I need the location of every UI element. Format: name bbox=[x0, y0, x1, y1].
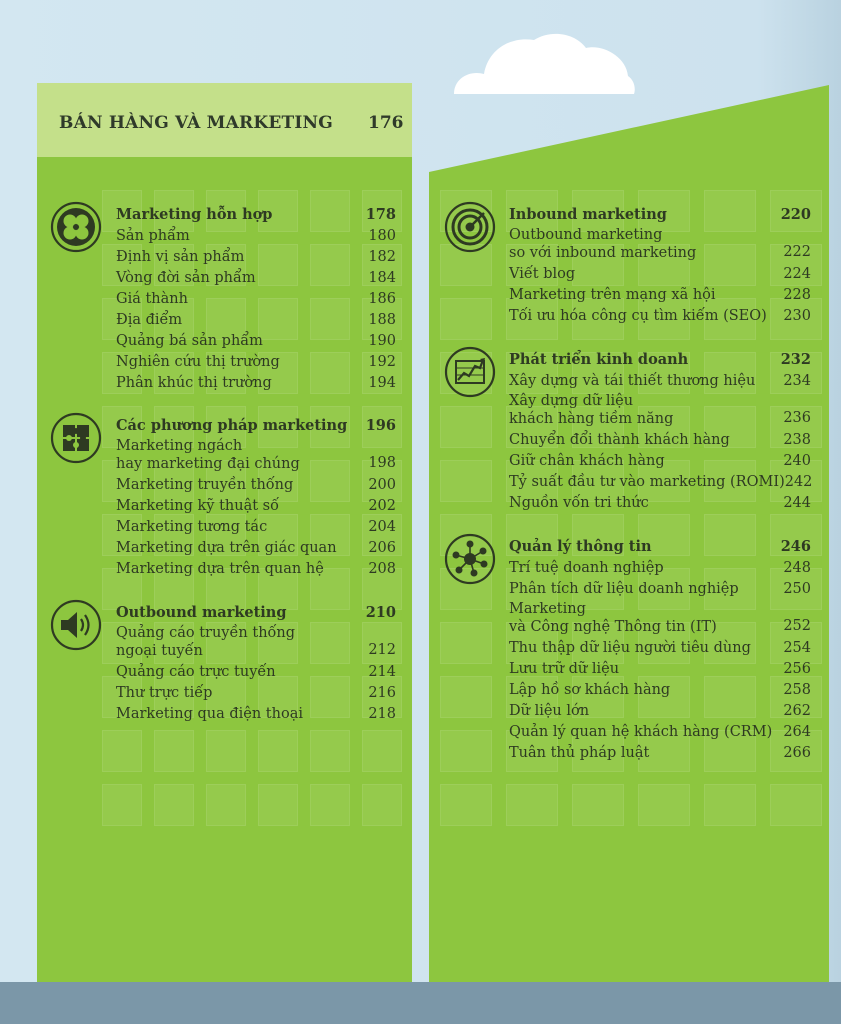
entry-page-number: 198 bbox=[368, 455, 396, 471]
entry-page-number: 200 bbox=[368, 477, 396, 493]
entry-label: Marketing qua điện thoại bbox=[116, 706, 303, 722]
entry-page-number: 248 bbox=[783, 560, 811, 576]
building-window bbox=[506, 784, 558, 826]
toc-entry bbox=[509, 472, 811, 492]
building-window bbox=[206, 784, 246, 826]
entry-label: Tỷ suất đầu tư vào marketing (ROMI) bbox=[509, 474, 785, 490]
entry-label: Quản lý quan hệ khách hàng (CRM) bbox=[509, 724, 773, 740]
entry-page-number: 222 bbox=[783, 244, 811, 260]
toc-entry bbox=[509, 371, 811, 391]
toc-entry bbox=[116, 496, 396, 516]
toc-entry bbox=[509, 600, 811, 636]
toc-entry bbox=[116, 352, 396, 372]
toc-entry bbox=[509, 264, 811, 284]
entry-label: Outbound marketing so với inbound marketing bbox=[509, 227, 697, 261]
speaker-icon bbox=[50, 599, 102, 651]
entry-label: Thư trực tiếp bbox=[116, 685, 213, 701]
entry-page-number: 264 bbox=[783, 724, 811, 740]
toc-entry bbox=[116, 683, 396, 703]
entry-label: Định vị sản phẩm bbox=[116, 249, 245, 265]
building-window bbox=[362, 784, 402, 826]
building-window bbox=[704, 784, 756, 826]
section-page-number: 232 bbox=[780, 351, 811, 368]
entry-label: Địa điểm bbox=[116, 312, 183, 328]
building-window bbox=[310, 730, 350, 772]
entry-label: Nguồn vốn tri thức bbox=[509, 495, 649, 511]
entry-page-number: 240 bbox=[783, 453, 811, 469]
entry-page-number: 256 bbox=[783, 661, 811, 677]
toc-entry bbox=[509, 743, 811, 763]
building-window bbox=[572, 784, 624, 826]
entry-label: Vòng đời sản phẩm bbox=[116, 270, 256, 286]
entry-label: Nghiên cứu thị trường bbox=[116, 354, 280, 370]
toc-section-heading bbox=[116, 603, 396, 623]
entry-page-number: 216 bbox=[368, 685, 396, 701]
flower-icon bbox=[50, 201, 102, 253]
toc-entry bbox=[116, 704, 396, 724]
entry-page-number: 244 bbox=[783, 495, 811, 511]
toc-entry bbox=[116, 475, 396, 495]
entry-page-number: 204 bbox=[368, 519, 396, 535]
section-page-number: 220 bbox=[780, 206, 811, 223]
banner-page-number: 176 bbox=[368, 113, 404, 133]
building-window bbox=[258, 784, 298, 826]
entry-label: Marketing dựa trên quan hệ bbox=[116, 561, 324, 577]
building-window bbox=[440, 460, 492, 502]
entry-label: Quảng cáo truyền thống ngoại tuyến bbox=[116, 625, 296, 659]
entry-label: Dữ liệu lớn bbox=[509, 703, 590, 719]
entry-label: Quảng bá sản phẩm bbox=[116, 333, 263, 349]
entry-label: Thu thập dữ liệu người tiêu dùng bbox=[509, 640, 751, 656]
entry-page-number: 266 bbox=[783, 745, 811, 761]
entry-page-number: 254 bbox=[783, 640, 811, 656]
toc-entry bbox=[509, 558, 811, 578]
entry-page-number: 180 bbox=[368, 228, 396, 244]
toc-entry bbox=[509, 638, 811, 658]
section-title: Inbound marketing bbox=[509, 206, 667, 223]
entry-page-number: 262 bbox=[783, 703, 811, 719]
entry-label: Marketing trên mạng xã hội bbox=[509, 287, 716, 303]
toc-entry bbox=[116, 226, 396, 246]
entry-label: Lập hồ sơ khách hàng bbox=[509, 682, 671, 698]
entry-page-number: 182 bbox=[368, 249, 396, 265]
entry-label: Giá thành bbox=[116, 291, 188, 307]
building-window bbox=[362, 730, 402, 772]
building-window bbox=[440, 406, 492, 448]
entry-page-number: 188 bbox=[368, 312, 396, 328]
toc-entry bbox=[509, 659, 811, 679]
section-title: Outbound marketing bbox=[116, 604, 287, 621]
entry-page-number: 208 bbox=[368, 561, 396, 577]
entry-label: Marketing dựa trên giác quan bbox=[116, 540, 337, 556]
entry-label: Sản phẩm bbox=[116, 228, 190, 244]
building-window bbox=[440, 676, 492, 718]
entry-page-number: 186 bbox=[368, 291, 396, 307]
puzzle-icon bbox=[50, 412, 102, 464]
entry-label: Viết blog bbox=[509, 266, 576, 282]
entry-label: Phân tích dữ liệu doanh nghiệp bbox=[509, 581, 739, 597]
toc-section-heading bbox=[116, 205, 396, 225]
section-title: Các phương pháp marketing bbox=[116, 417, 348, 434]
toc-entry bbox=[509, 392, 811, 428]
entry-label: Tối ưu hóa công cụ tìm kiếm (SEO) bbox=[509, 308, 767, 324]
toc-entry bbox=[509, 680, 811, 700]
entry-label: Marketing và Công nghệ Thông tin (IT) bbox=[509, 601, 717, 635]
section-page-number: 196 bbox=[365, 417, 396, 434]
entry-page-number: 214 bbox=[368, 664, 396, 680]
toc-entry bbox=[509, 285, 811, 305]
toc-entry bbox=[509, 306, 811, 326]
entry-page-number: 230 bbox=[783, 308, 811, 324]
building-window bbox=[440, 784, 492, 826]
toc-entry bbox=[509, 430, 811, 450]
entry-label: Xây dựng dữ liệu khách hàng tiềm năng bbox=[509, 393, 674, 427]
toc-entry bbox=[116, 289, 396, 309]
entry-page-number: 252 bbox=[783, 618, 811, 634]
building-window bbox=[102, 784, 142, 826]
toc-entry bbox=[116, 373, 396, 393]
entry-label: Marketing truyền thống bbox=[116, 477, 294, 493]
building-window bbox=[154, 730, 194, 772]
ground-strip bbox=[0, 982, 841, 1024]
building-window bbox=[770, 784, 822, 826]
toc-entry bbox=[509, 722, 811, 742]
entry-label: Giữ chân khách hàng bbox=[509, 453, 665, 469]
building-window bbox=[638, 784, 690, 826]
building-window bbox=[440, 298, 492, 340]
entry-page-number: 192 bbox=[368, 354, 396, 370]
entry-label: Quảng cáo trực tuyến bbox=[116, 664, 276, 680]
building-window bbox=[440, 622, 492, 664]
entry-label: Marketing kỹ thuật số bbox=[116, 498, 279, 514]
section-page-number: 178 bbox=[365, 206, 396, 223]
entry-page-number: 194 bbox=[368, 375, 396, 391]
entry-page-number: 218 bbox=[368, 706, 396, 722]
building-window bbox=[310, 784, 350, 826]
entry-page-number: 236 bbox=[783, 410, 811, 426]
toc-entry bbox=[116, 331, 396, 351]
toc-entry bbox=[116, 517, 396, 537]
entry-page-number: 258 bbox=[783, 682, 811, 698]
building-window bbox=[102, 730, 142, 772]
toc-entry bbox=[509, 451, 811, 471]
entry-label: Lưu trữ dữ liệu bbox=[509, 661, 620, 677]
building-window bbox=[154, 784, 194, 826]
building-window bbox=[206, 730, 246, 772]
toc-entry bbox=[116, 559, 396, 579]
section-page-number: 246 bbox=[780, 538, 811, 555]
toc-entry bbox=[509, 579, 811, 599]
entry-label: Chuyển đổi thành khách hàng bbox=[509, 432, 730, 448]
entry-page-number: 228 bbox=[783, 287, 811, 303]
toc-entry bbox=[116, 437, 396, 473]
entry-page-number: 224 bbox=[783, 266, 811, 282]
target-icon bbox=[444, 201, 496, 253]
toc-entry bbox=[509, 701, 811, 721]
entry-page-number: 250 bbox=[783, 581, 811, 597]
entry-page-number: 212 bbox=[368, 642, 396, 658]
section-title: Phát triển kinh doanh bbox=[509, 351, 689, 368]
section-title: Marketing hỗn hợp bbox=[116, 206, 273, 223]
toc-section-heading bbox=[116, 416, 396, 436]
entry-label: Xây dựng và tái thiết thương hiệu bbox=[509, 373, 756, 389]
entry-label: Tuân thủ pháp luật bbox=[509, 745, 650, 761]
section-banner bbox=[37, 83, 412, 157]
entry-label: Marketing tương tác bbox=[116, 519, 268, 535]
entry-page-number: 234 bbox=[783, 373, 811, 389]
toc-section-heading bbox=[509, 350, 811, 370]
entry-page-number: 242 bbox=[784, 474, 813, 490]
building-window bbox=[258, 730, 298, 772]
toc-entry bbox=[116, 247, 396, 267]
entry-label: Trí tuệ doanh nghiệp bbox=[509, 560, 664, 576]
entry-label: Marketing ngách hay marketing đại chúng bbox=[116, 438, 300, 472]
toc-entry bbox=[509, 493, 811, 513]
entry-page-number: 206 bbox=[368, 540, 396, 556]
toc-section-heading bbox=[509, 205, 811, 225]
banner-title: BÁN HÀNG VÀ MARKETING bbox=[59, 113, 333, 133]
network-icon bbox=[444, 533, 496, 585]
building-window bbox=[440, 730, 492, 772]
entry-page-number: 190 bbox=[368, 333, 396, 349]
toc-entry bbox=[509, 226, 811, 262]
growth-chart-icon bbox=[444, 346, 496, 398]
entry-page-number: 184 bbox=[368, 270, 396, 286]
toc-entry bbox=[116, 662, 396, 682]
toc-entry bbox=[116, 624, 396, 660]
toc-entry bbox=[116, 538, 396, 558]
toc-entry bbox=[116, 268, 396, 288]
section-page-number: 210 bbox=[365, 604, 396, 621]
toc-entry bbox=[116, 310, 396, 330]
entry-label: Phân khúc thị trường bbox=[116, 375, 272, 391]
toc-section-heading bbox=[509, 537, 811, 557]
entry-page-number: 238 bbox=[783, 432, 811, 448]
entry-page-number: 202 bbox=[368, 498, 396, 514]
section-title: Quản lý thông tin bbox=[509, 538, 652, 555]
